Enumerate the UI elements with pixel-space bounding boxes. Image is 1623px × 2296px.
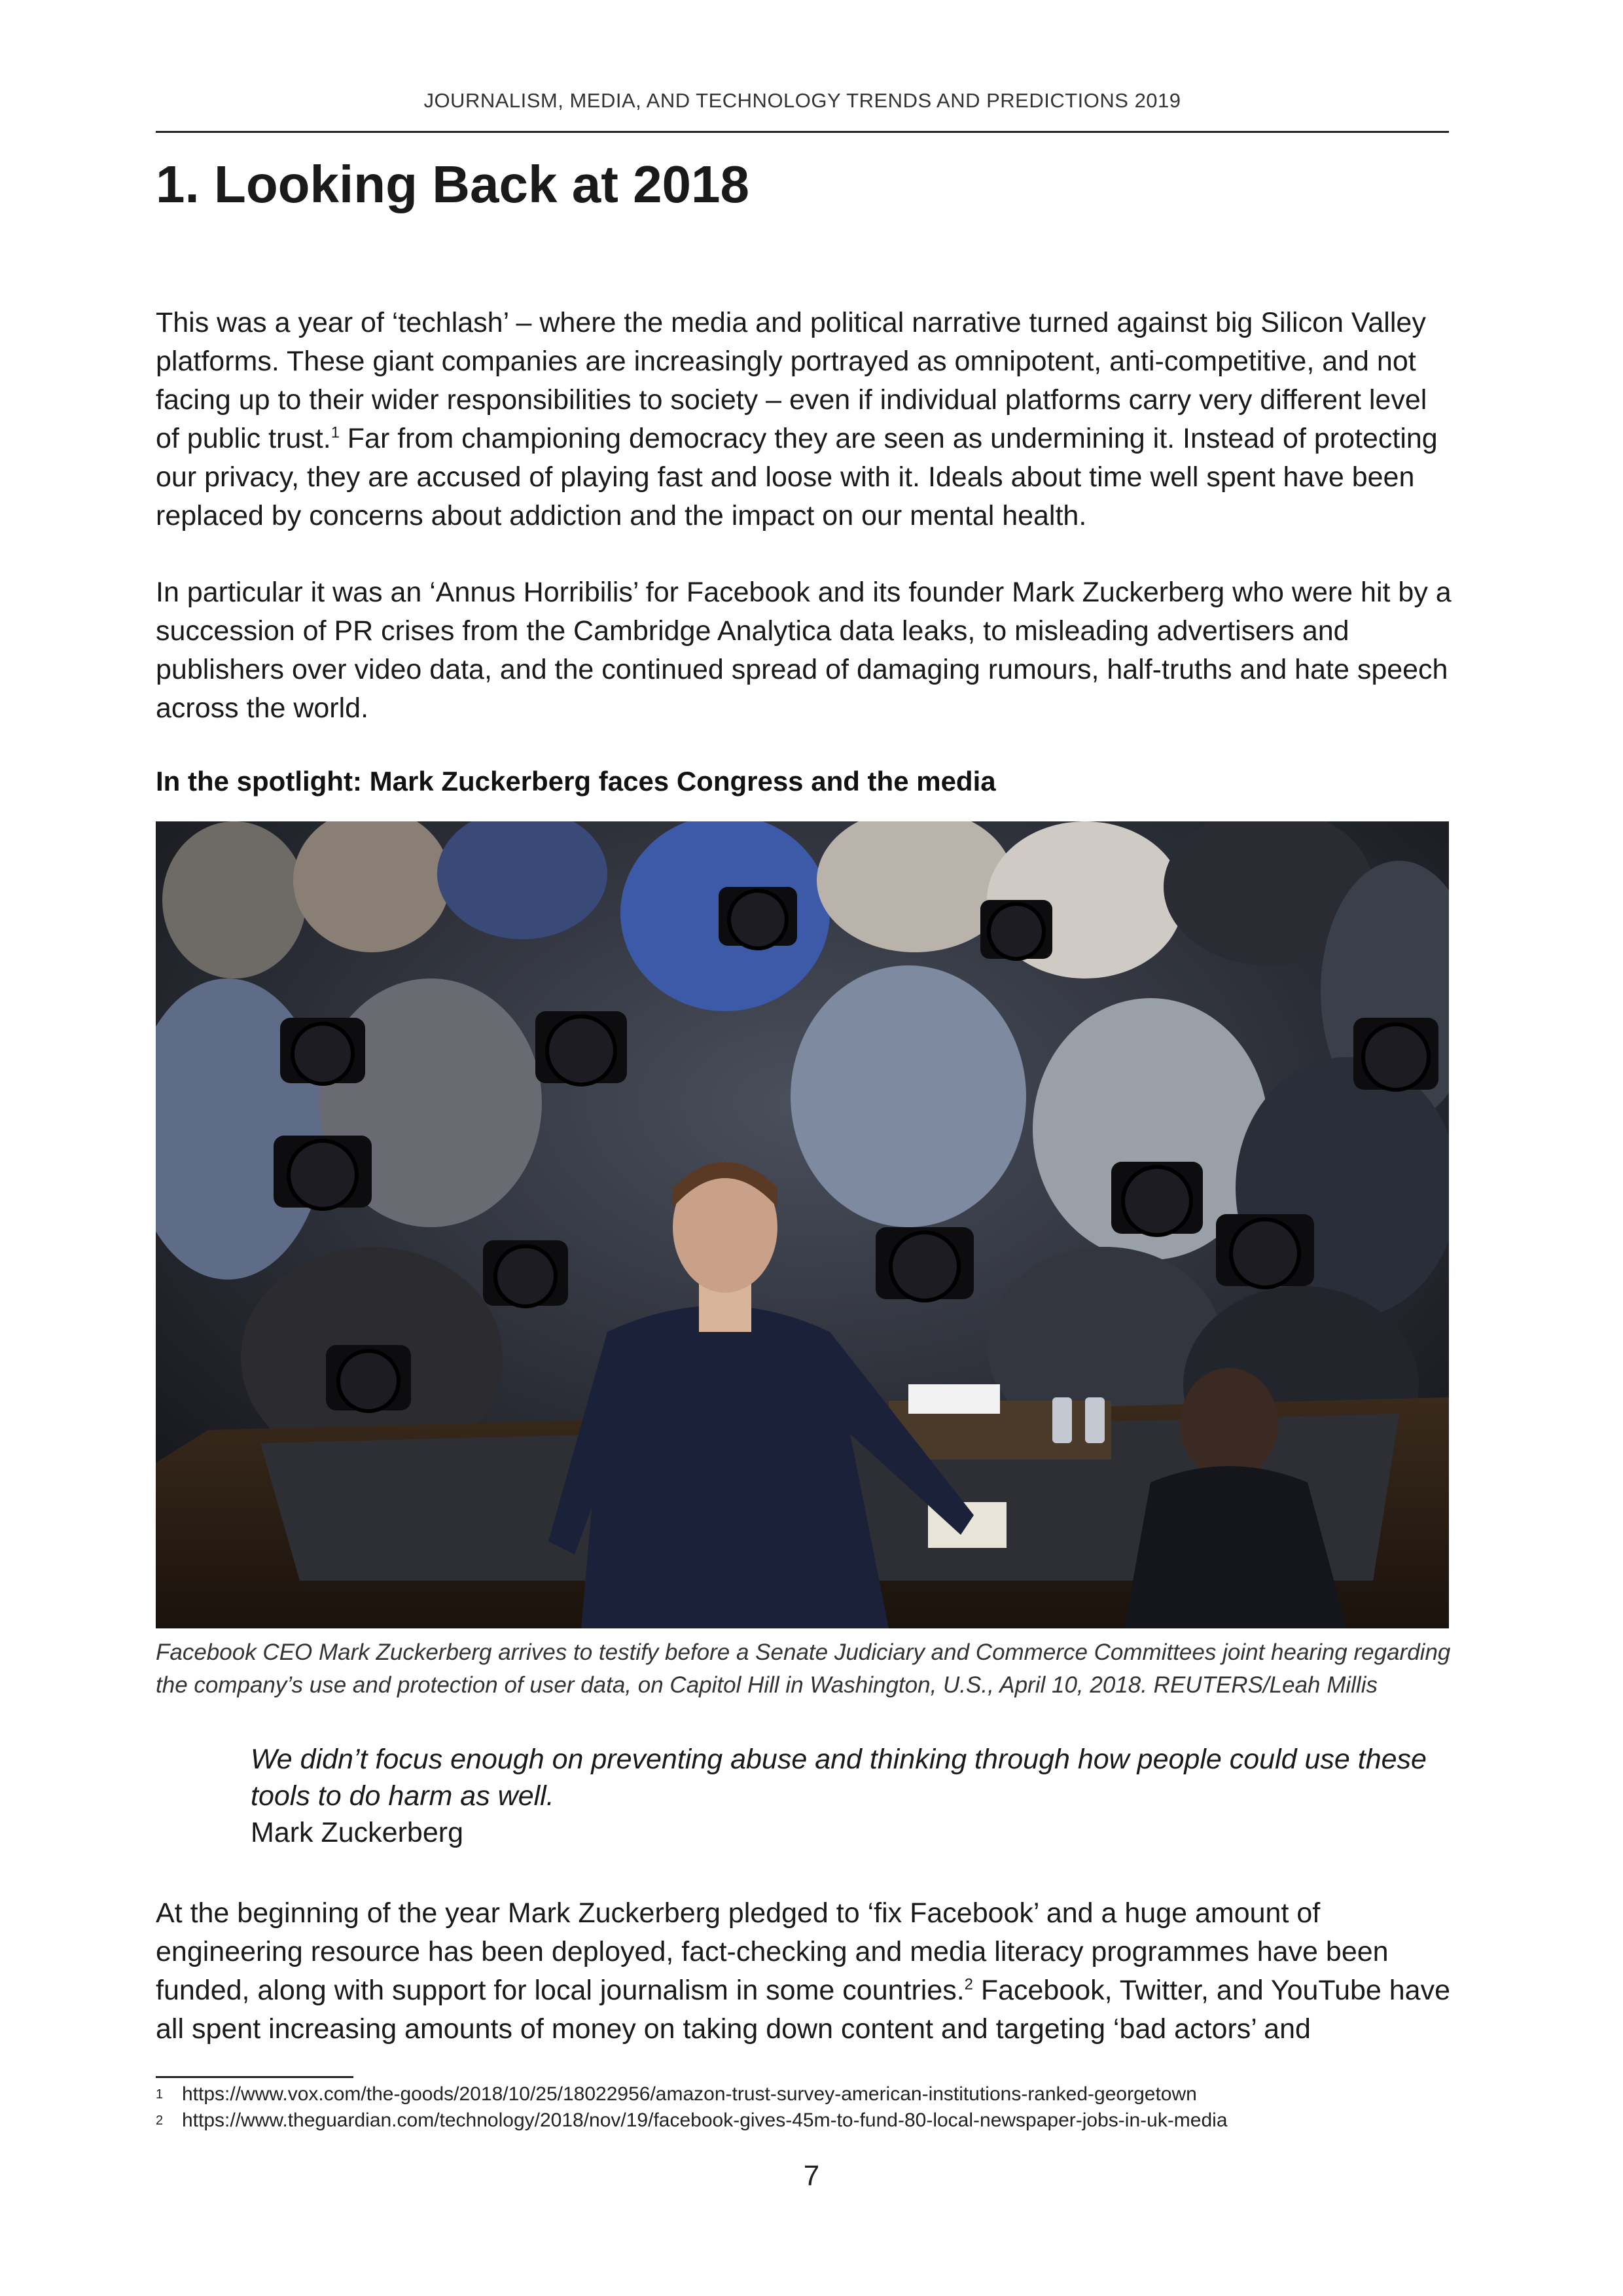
footnote-ref-2[interactable]: 2: [964, 1976, 973, 1994]
quote-text: We didn’t focus enough on preventing abuse and thinking through how people could use these tools to do harm as well.: [251, 1744, 1427, 1812]
fix-facebook-paragraph: [156, 1894, 1458, 2049]
footnote-ref-1[interactable]: 1: [330, 424, 340, 442]
footnotes: [156, 2081, 1458, 2134]
pull-quote: [251, 1741, 1429, 1851]
header-rule: [156, 131, 1449, 133]
page-number: 7: [803, 2160, 820, 2192]
photo-caption: Facebook CEO Mark Zuckerberg arrives to testify before a Senate Judiciary and Commerce Committees joint hearing regarding the company’s use and protection of user data, on Capitol Hill in Washington, U.S., April 10, 2018. REUTERS/Leah Millis: [156, 1640, 1451, 1698]
footnote-number: 1: [156, 2087, 164, 2102]
fix-facebook-text-cont: Facebook, Twitter, and YouTube have all spent increasing amounts of money on taking down content and targeting ‘bad actors’ and: [156, 1975, 1451, 2045]
footnote-link[interactable]: https://www.theguardian.com/technology/2018/nov/19/facebook-gives-45m-to-fund-80-local-newspaper-jobs-in-uk-media: [182, 2109, 1228, 2131]
spotlight-heading: In the spotlight: Mark Zuckerberg faces Congress and the media: [156, 766, 996, 797]
intro-paragraph-text: This was a year of ‘techlash’ – where the media and political narrative turned against big Silicon Valley platforms. These giant companies are increasingly portrayed as omnipotent, anti-competitive, and not facing up to their wider responsibilities to society – even if individual platforms carry very different level of public trust.: [156, 307, 1427, 454]
footnote-1: [156, 2081, 1458, 2108]
footnote-number: 2: [156, 2113, 164, 2128]
footnote-link[interactable]: https://www.vox.com/the-goods/2018/10/25/18022956/amazon-trust-survey-american-institutions-ranked-georgetown: [182, 2083, 1197, 2105]
footnote-rule: [156, 2076, 353, 2078]
chapter-title: 1. Looking Back at 2018: [156, 155, 750, 213]
quote-attribution: Mark Zuckerberg: [251, 1817, 463, 1848]
running-header: JOURNALISM, MEDIA, AND TECHNOLOGY TRENDS AND PREDICTIONS 2019: [423, 89, 1181, 112]
hearing-photo: [156, 821, 1449, 1628]
fix-facebook-text: At the beginning of the year Mark Zuckerberg pledged to ‘fix Facebook’ and a huge amount of engineering resource has been deployed, fact-checking and media literacy programmes have been funded, along with support for local journalism in some countries.: [156, 1897, 1389, 2006]
annus-horribilis-paragraph: In particular it was an ‘Annus Horribilis’ for Facebook and its founder Mark Zuckerberg who were hit by a succession of PR crises from the Cambridge Analytica data leaks, to misleading advertisers and publishers over video data, and the continued spread of damaging rumours, half-truths and hate speech across the world.: [156, 577, 1452, 724]
footnote-2: [156, 2108, 1458, 2134]
hearing-photo-illustration: [156, 821, 1449, 1628]
intro-paragraph: [156, 304, 1458, 535]
intro-paragraph-text-cont: Far from championing democracy they are seen as undermining it. Instead of protecting our privacy, they are accused of playing fast and loose with it. Ideals about time well spent have been replaced by concerns about addiction and the impact on our mental health.: [156, 423, 1438, 531]
